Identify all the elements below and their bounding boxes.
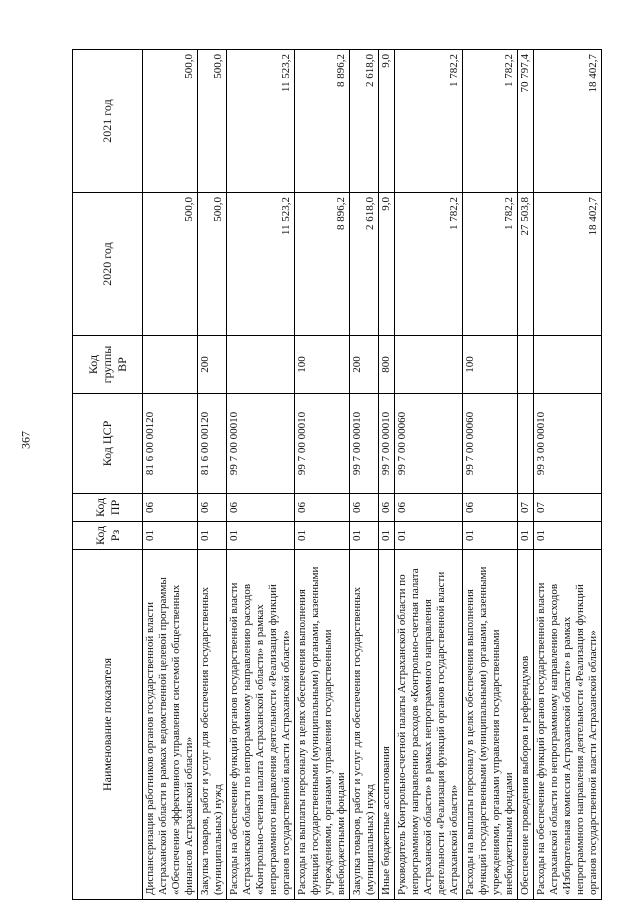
cell-name: Закупка товаров, работ и услуг для обеспечения государственных (муниципальных) нужд	[197, 550, 226, 900]
cell-2021: 11 523,2	[226, 50, 294, 193]
cell-name: Закупка товаров, работ и услуг для обеспечения государственных (муниципальных) нужд	[349, 550, 378, 900]
cell-vr: 200	[349, 336, 378, 394]
cell-name: Расходы на обеспечение функций органов государственной власти Астраханской области по непрограммному направлению расходов «Избирательная комиссия Астраханской области» в рамках непрограммного направления деятельности «Реализация функций органов государственной власти Астраханской области»	[533, 550, 601, 900]
cell-csr: 99 7 00 00060	[394, 394, 462, 494]
cell-csr: 81 6 00 00120	[197, 394, 226, 494]
cell-vr: 100	[294, 336, 349, 394]
cell-csr: 99 7 00 00010	[378, 394, 394, 494]
cell-csr: 99 7 00 00010	[349, 394, 378, 494]
table-row	[226, 50, 294, 900]
cell-csr: 99 7 00 00010	[294, 394, 349, 494]
cell-pr: 06	[462, 494, 517, 522]
cell-2021: 500,0	[143, 50, 198, 193]
cell-2021: 1 782,2	[462, 50, 517, 193]
header-pr: Код ПР	[73, 494, 143, 522]
header-2021: 2021 год	[73, 50, 143, 193]
cell-vr	[394, 336, 462, 394]
cell-vr	[226, 336, 294, 394]
cell-2020: 2 618,0	[349, 193, 378, 336]
cell-pr: 06	[197, 494, 226, 522]
cell-2021: 9,0	[378, 50, 394, 193]
table-row	[462, 50, 517, 900]
cell-pr: 06	[394, 494, 462, 522]
cell-pr: 07	[533, 494, 601, 522]
cell-csr: 99 7 00 00010	[226, 394, 294, 494]
cell-2020: 500,0	[143, 193, 198, 336]
table-row	[517, 50, 533, 900]
cell-pr: 06	[226, 494, 294, 522]
cell-name: Обеспечение проведения выборов и референдумов	[517, 550, 533, 900]
table-row	[349, 50, 378, 900]
cell-rz: 01	[517, 522, 533, 550]
cell-2020: 11 523,2	[226, 193, 294, 336]
cell-rz: 01	[197, 522, 226, 550]
cell-2021: 18 402,7	[533, 50, 601, 193]
cell-pr: 07	[517, 494, 533, 522]
header-rz: Код Рз	[73, 522, 143, 550]
header-csr: Код ЦСР	[73, 394, 143, 494]
page-number: 367	[18, 431, 33, 449]
cell-rz: 01	[462, 522, 517, 550]
cell-2020: 1 782,2	[394, 193, 462, 336]
cell-name: Расходы на выплаты персоналу в целях обеспечения выполнения функций государственными (муниципальными) органами, казенными учреждениями, органами управления государственными внебюджетными фондами	[294, 550, 349, 900]
cell-vr: 200	[197, 336, 226, 394]
cell-2020: 500,0	[197, 193, 226, 336]
cell-name: Расходы на обеспечение функций органов государственной власти Астраханской области по непрограммному направлению расходов «Контрольно-счетная палата Астраханской области» в рамках непрограммного направления деятельности «Реализация функций органов государственной власти Астраханской области»	[226, 550, 294, 900]
cell-vr: 100	[462, 336, 517, 394]
cell-pr: 06	[143, 494, 198, 522]
cell-vr	[517, 336, 533, 394]
cell-pr: 06	[294, 494, 349, 522]
cell-rz: 01	[226, 522, 294, 550]
cell-csr	[517, 394, 533, 494]
table-row	[197, 50, 226, 900]
table-row	[143, 50, 198, 900]
header-name: Наименование показателя	[73, 550, 143, 900]
budget-table-sheet	[72, 50, 602, 900]
cell-pr: 06	[378, 494, 394, 522]
table-row	[294, 50, 349, 900]
cell-2021: 500,0	[197, 50, 226, 193]
cell-rz: 01	[394, 522, 462, 550]
cell-2021: 70 797,4	[517, 50, 533, 193]
cell-rz: 01	[294, 522, 349, 550]
cell-2020: 27 503,8	[517, 193, 533, 336]
table-row	[378, 50, 394, 900]
cell-name: Расходы на выплаты персоналу в целях обеспечения выполнения функций государственными (муниципальными) органами, казенными учреждениями, органами управления государственными внебюджетными фондами	[462, 550, 517, 900]
budget-table	[72, 49, 602, 900]
cell-name: Диспансеризация работников органов государственной власти Астраханской области в рамках ведомственной целевой программы «Обеспечение эффективного управления системой общественных финансов Астраханской области»	[143, 550, 198, 900]
cell-2021: 2 618,0	[349, 50, 378, 193]
table-row	[394, 50, 462, 900]
cell-rz: 01	[349, 522, 378, 550]
cell-csr: 99 3 00 00010	[533, 394, 601, 494]
cell-2020: 8 896,2	[294, 193, 349, 336]
cell-pr: 06	[349, 494, 378, 522]
cell-name: Руководитель Контрольно-счетной палаты Астраханской области по непрограммному направлению расходов «Контрольно-счетная палата Астраханской области» в рамках непрограммного направления деятельности «Реализация функций органов государственной власти Астраханской области»	[394, 550, 462, 900]
cell-csr: 99 7 00 00060	[462, 394, 517, 494]
table-row	[533, 50, 601, 900]
cell-name: Иные бюджетные ассигнования	[378, 550, 394, 900]
cell-csr: 81 6 00 00120	[143, 394, 198, 494]
cell-2021: 1 782,2	[394, 50, 462, 193]
cell-2020: 1 782,2	[462, 193, 517, 336]
cell-rz: 01	[533, 522, 601, 550]
cell-rz: 01	[378, 522, 394, 550]
cell-vr: 800	[378, 336, 394, 394]
header-vr: Код группы ВР	[73, 336, 143, 394]
cell-vr	[533, 336, 601, 394]
cell-2020: 18 402,7	[533, 193, 601, 336]
cell-vr	[143, 336, 198, 394]
header-2020: 2020 год	[73, 193, 143, 336]
table-header-row	[73, 50, 143, 900]
cell-2020: 9,0	[378, 193, 394, 336]
cell-2021: 8 896,2	[294, 50, 349, 193]
cell-rz: 01	[143, 522, 198, 550]
